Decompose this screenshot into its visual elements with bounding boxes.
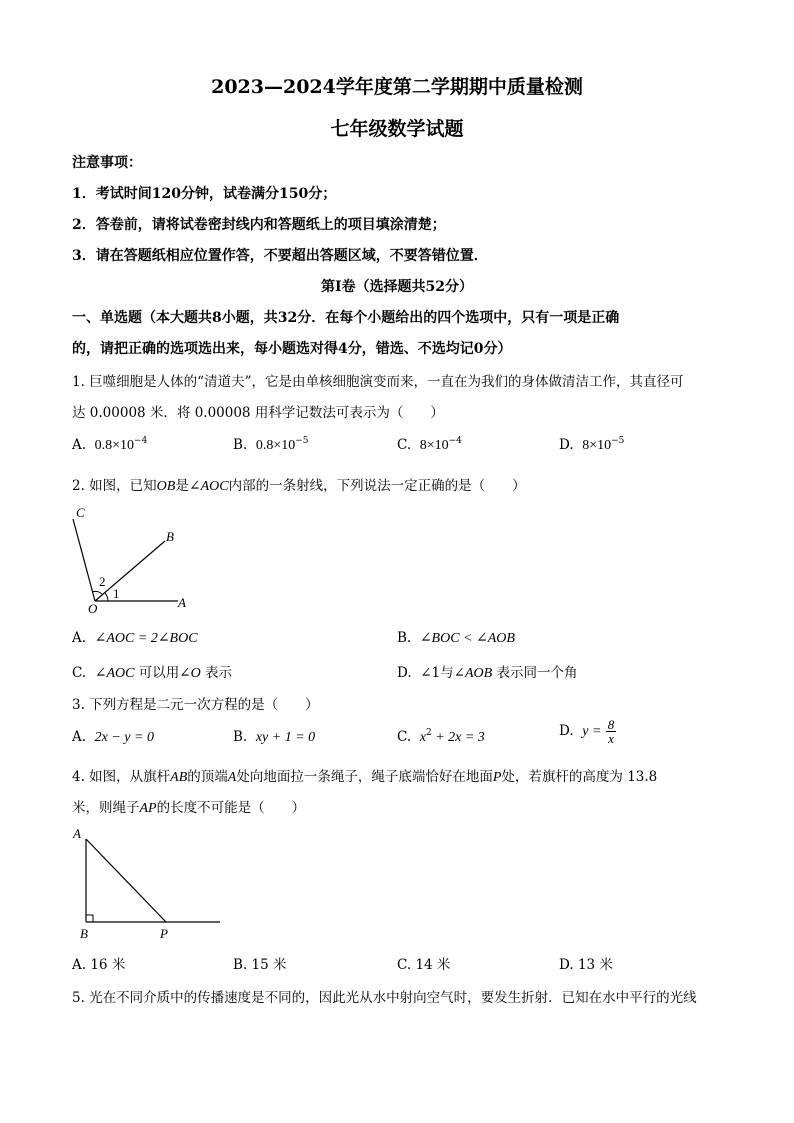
right-angle-mark	[86, 915, 93, 922]
section-heading-line1: 一、单选题（本大题共8小题，共32分．在每个小题给出的四个选项中，只有一项是正确	[72, 310, 620, 326]
section-title: 第Ⅰ卷（选择题共52分）	[320, 279, 474, 295]
ray-oc	[73, 519, 95, 601]
label-o: O	[88, 601, 98, 616]
notice-item-1: 1．考试时间120分钟，试卷满分150分；	[72, 186, 337, 202]
exam-title: 2023—2024学年度第二学期期中质量检测	[211, 76, 583, 98]
q3-option-d[interactable]: D. y = $\frac{8}{x}$	[559, 717, 615, 746]
q4-option-d[interactable]: D. 13 米	[559, 957, 613, 973]
notice-heading: 注意事项：	[72, 155, 142, 171]
q4-stem-line2: 米，则绳子AP的长度不可能是（ ）	[72, 800, 306, 816]
exam-subtitle: 七年级数学试题	[330, 118, 464, 140]
q4-flagpole-figure	[66, 822, 226, 944]
q2-angle-figure	[60, 500, 200, 618]
q3-option-c[interactable]: C. $x^2 + 2x = 3$	[397, 728, 485, 745]
q4-option-c[interactable]: C. 14 米	[397, 957, 451, 973]
label-p: P	[160, 926, 168, 941]
label-angle-1: 1	[113, 586, 120, 601]
q4-option-b[interactable]: B. 15 米	[233, 957, 287, 973]
q1-option-d[interactable]: D. $8\times 10^{-5}$	[559, 436, 625, 453]
label-b: B	[166, 529, 174, 544]
label-a: A	[73, 826, 81, 841]
q5-stem-line1: 5. 光在不同介质中的传播速度是不同的，因此光从水中射向空气时，要发生折射．已知在水中平行的光线	[72, 990, 697, 1006]
q1-option-a[interactable]: A. $0.8\times 10^{-4}$	[72, 436, 148, 453]
q2-option-c[interactable]: C. ∠AOC 可以用∠O 表示	[72, 665, 232, 681]
q2-option-d[interactable]: D. ∠1与∠AOB 表示同一个角	[397, 665, 578, 681]
q3-option-b[interactable]: B. xy + 1 = 0	[233, 729, 316, 745]
q1-option-b[interactable]: B. $0.8\times 10^{-5}$	[233, 436, 309, 453]
q2-option-a[interactable]: A. ∠AOC = 2∠BOC	[72, 630, 198, 646]
q4-option-a[interactable]: A. 16 米	[72, 957, 126, 973]
q2-stem: 2. 如图，已知OB是∠AOC内部的一条射线，下列说法一定正确的是（ ）	[72, 478, 526, 494]
q4-stem-line1: 4. 如图，从旗杆AB的顶端A处向地面拉一条绳子，绳子底端恰好在地面P处，若旗杆的高度为 13.8	[72, 769, 658, 785]
section-heading-line2: 的，请把正确的选项选出来，每小题选对得4分，错选、不选均记0分）	[72, 341, 512, 357]
notice-item-3: 3．请在答题纸相应位置作答，不要超出答题区域，不要答错位置．	[72, 248, 488, 264]
notice-item-2: 2．答卷前，请将试卷密封线内和答题纸上的项目填涂清楚；	[72, 217, 446, 233]
fraction-8-over-x: $\frac{8}{x}$	[607, 717, 615, 746]
rope-ap	[86, 839, 166, 922]
ray-ob	[95, 541, 165, 601]
q1-option-c[interactable]: C. $8\times 10^{-4}$	[397, 436, 462, 453]
label-b: B	[80, 926, 88, 941]
label-angle-2: 2	[99, 574, 106, 589]
q1-stem-line2: 达 0.00008 米．将 0.00008 用科学记数法可表示为（ ）	[72, 405, 444, 421]
q1-stem-line1: 1. 巨噬细胞是人体的“清道夫”，它是由单核细胞演变而来，一直在为我们的身体做清洁工作，其直径可	[72, 374, 684, 390]
angle-1-arc	[105, 593, 108, 601]
label-a: A	[178, 595, 186, 610]
q3-option-a[interactable]: A. 2x − y = 0	[72, 729, 154, 745]
q3-stem: 3. 下列方程是二元一次方程的是（ ）	[72, 697, 319, 713]
label-c: C	[76, 505, 85, 520]
q2-option-b[interactable]: B. ∠BOC < ∠AOB	[397, 630, 515, 646]
